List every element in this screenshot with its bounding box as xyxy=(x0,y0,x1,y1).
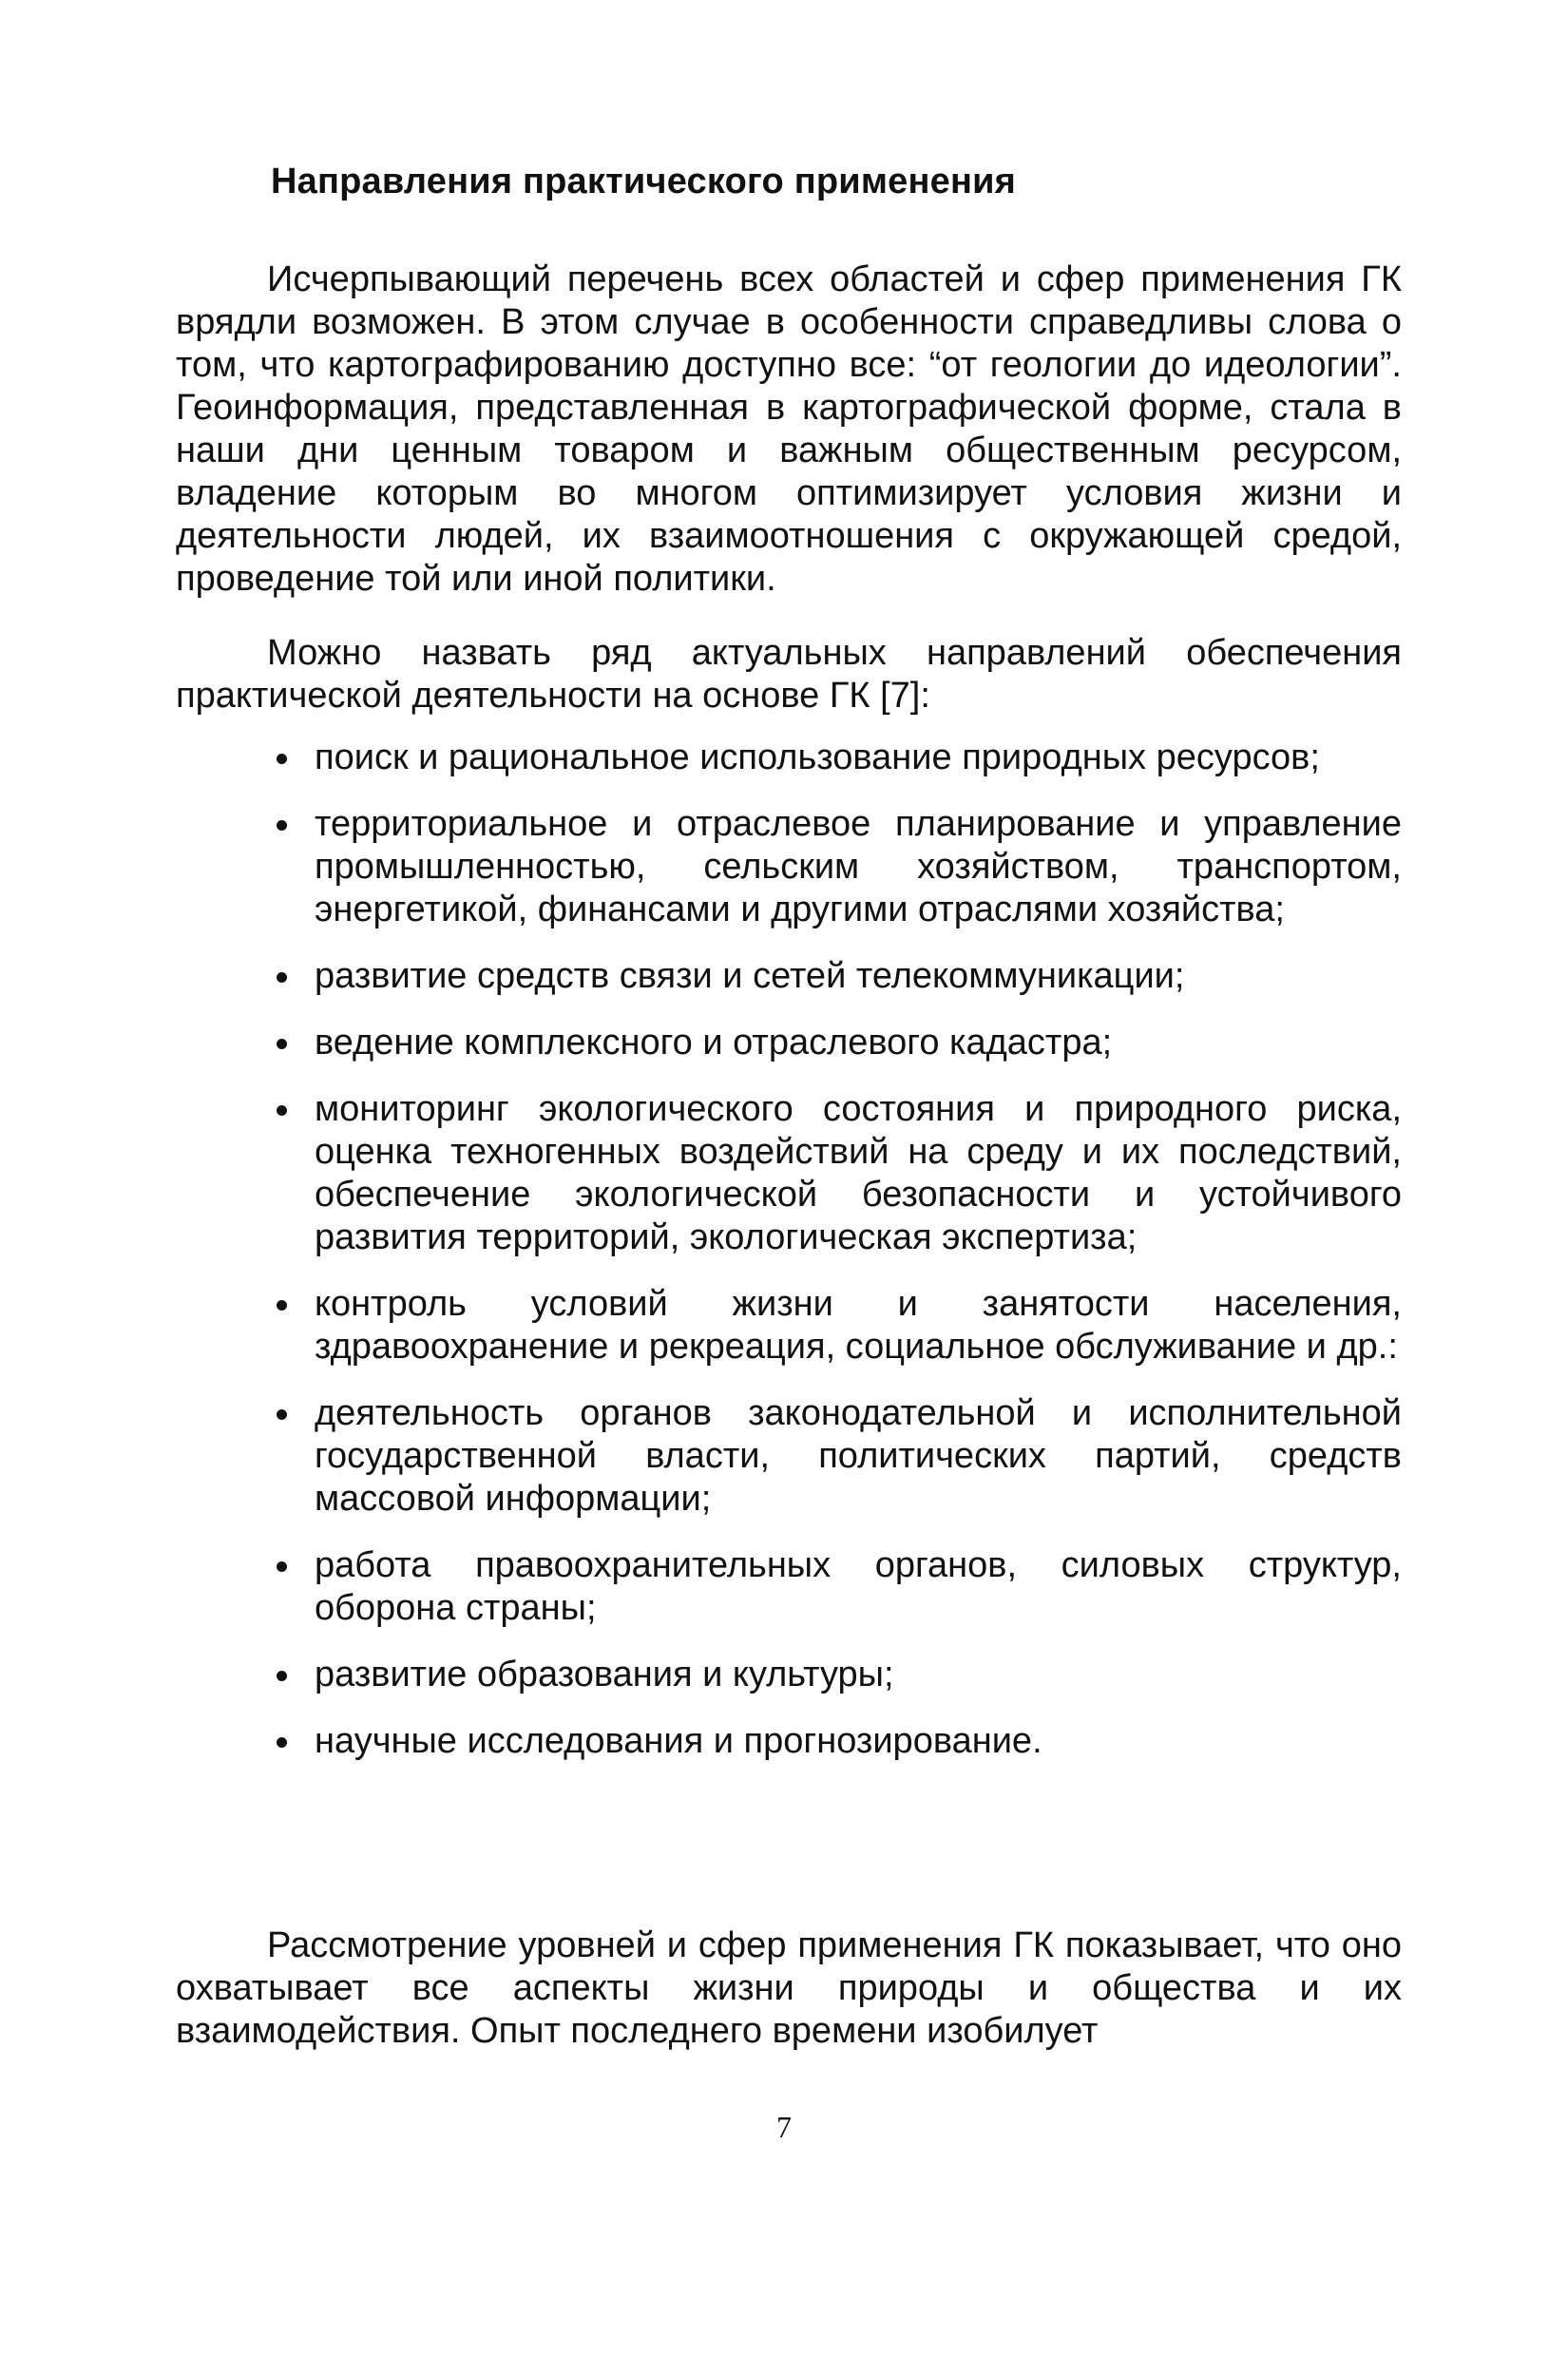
list-item-text: мониторинг экологического состояния и природного риска, оценка техногенных воздействий на среду и их последствий, обеспечение экологической безопасности и устойчивого развития территорий, экологическая экспертиза; xyxy=(315,1089,1402,1257)
list-item xyxy=(271,1654,1402,1696)
list-item xyxy=(271,1544,1402,1630)
list-item-text: поиск и рациональное использование природных ресурсов; xyxy=(315,737,1320,777)
bullet-icon xyxy=(277,1409,287,1420)
bullet-icon xyxy=(277,1561,287,1572)
list-item-text: деятельность органов законодательной и исполнительной государственной власти, политических партий, средств массовой информации; xyxy=(315,1393,1402,1519)
list-item xyxy=(271,737,1402,779)
list-item-text: ведение комплексного и отраслевого кадастра; xyxy=(315,1023,1113,1063)
bullet-icon xyxy=(277,1039,287,1049)
conclusion-paragraph: Рассмотрение уровней и сфер применения ГК показывает, что оно охватывает все аспекты жизни природы и общества и их взаимодействия. Опыт последнего времени изобилует xyxy=(176,1925,1402,2051)
list-item-text: развитие средств связи и сетей телекоммуникации; xyxy=(315,956,1185,996)
list-item-text: территориальное и отраслевое планирование и управление промышленностью, сельским хозяйством, транспортом, энергетикой, финансами и другими отраслями хозяйства; xyxy=(315,804,1402,929)
bullet-icon xyxy=(277,972,287,983)
list-item xyxy=(271,1283,1402,1369)
list-item xyxy=(271,1088,1402,1259)
directions-intro-paragraph: Можно назвать ряд актуальных направлений обеспечения практической деятельности на основе ГК [7]: xyxy=(176,633,1402,716)
page-number: 7 xyxy=(776,2110,792,2144)
list-item xyxy=(271,803,1402,931)
list-item xyxy=(271,1720,1402,1763)
bullet-icon xyxy=(277,1300,287,1311)
list-item xyxy=(271,1392,1402,1521)
list-item-text: научные исследования и прогнозирование. xyxy=(315,1721,1042,1761)
list-item-text: работа правоохранительных органов, силовых структур, оборона страны; xyxy=(315,1545,1402,1628)
list-item-text: контроль условий жизни и занятости населения, здравоохранение и рекреация, социальное обслуживание и др.: xyxy=(315,1284,1402,1367)
list-item-text: развитие образования и культуры; xyxy=(315,1655,894,1694)
bullet-icon xyxy=(277,1105,287,1116)
list-item xyxy=(271,1022,1402,1064)
directions-list xyxy=(271,737,1402,1787)
bullet-icon xyxy=(277,820,287,831)
bullet-icon xyxy=(277,1671,287,1681)
intro-paragraph: Исчерпывающий перечень всех областей и сфер применения ГК врядли возможен. В этом случае в особенности справедливы слова о том, что картографированию доступно все: “от геологии до идеологии”. Геоинформация, представленная в картографической форме, стала в наши дни ценным товаром и важным общественным ресурсом, владение которым во многом оптимизирует условия жизни и деятельности людей, их взаимоотношения с окружающей средой, проведение той или иной политики. xyxy=(176,259,1402,599)
bullet-icon xyxy=(277,1737,287,1748)
section-heading: Направления практического применения xyxy=(271,162,1017,201)
list-item xyxy=(271,955,1402,998)
bullet-icon xyxy=(277,754,287,764)
